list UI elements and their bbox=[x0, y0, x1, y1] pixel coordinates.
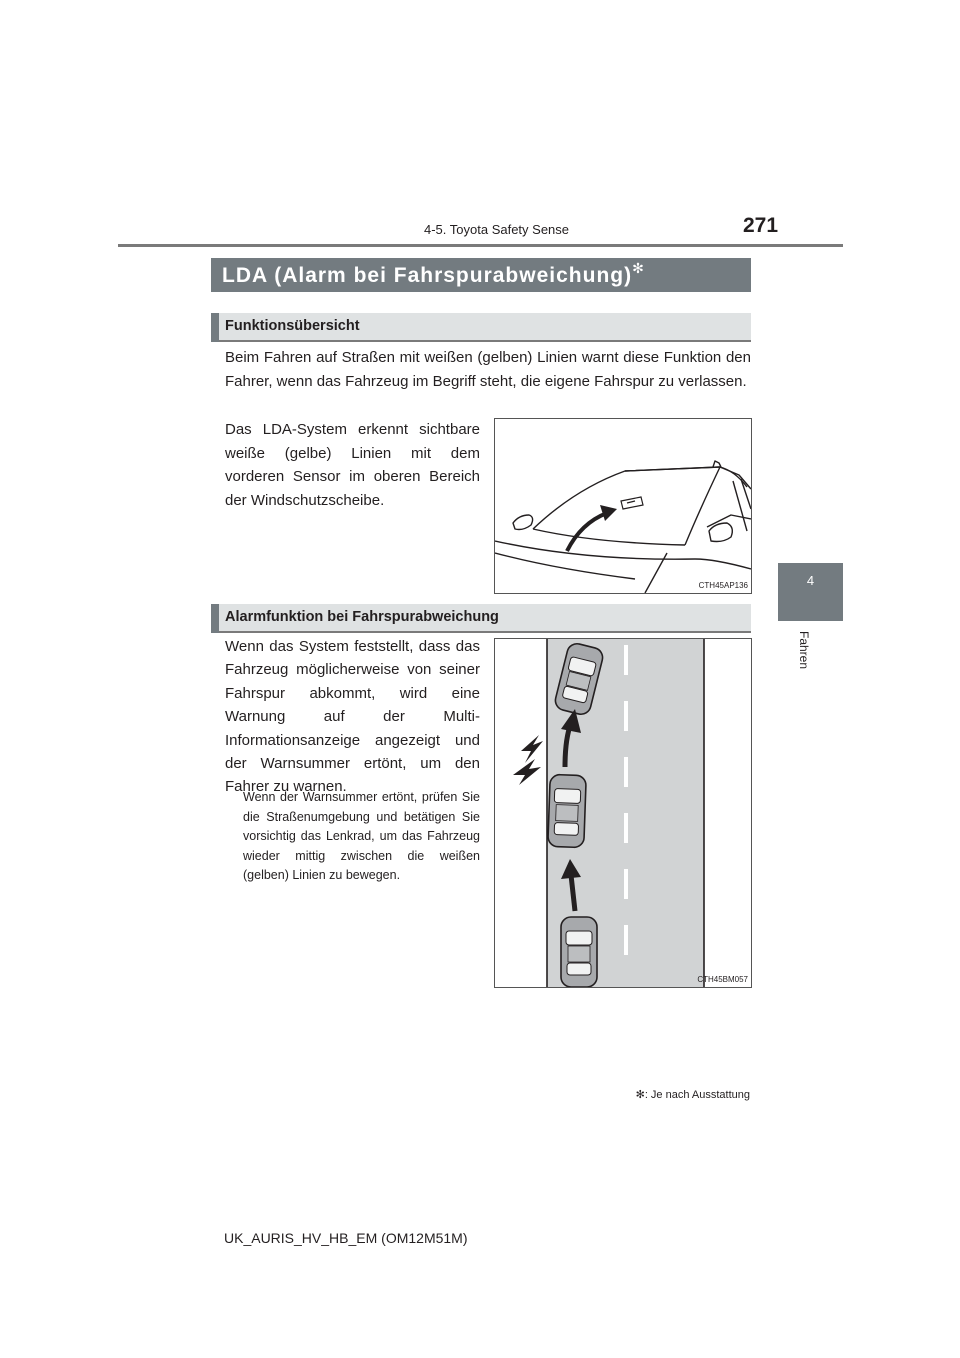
chapter-tab-label: Fahren bbox=[797, 631, 811, 670]
section-heading-accent bbox=[211, 604, 219, 633]
document-id: UK_AURIS_HV_HB_EM (OM12M51M) bbox=[224, 1230, 468, 1246]
alarm-description-text: Wenn das System feststellt, dass das Fahrzeug möglicherweise von seiner Fahrspur abkommt, wird eine Warnung auf der Multi-Informationsanzeige angezeigt und der Warnsummer ertönt, um den Fahrer zu warnen. bbox=[225, 638, 480, 796]
lane-departure-figure bbox=[494, 638, 752, 988]
car-start bbox=[561, 917, 597, 987]
page-number: 271 bbox=[743, 214, 779, 237]
section-heading-overview: Funktionsübersicht bbox=[225, 318, 360, 334]
sensor-pointer-arrow-icon bbox=[567, 505, 617, 551]
chapter-tab-number: 4 bbox=[806, 573, 815, 588]
main-title-text: LDA (Alarm bei Fahrspurabweichung) bbox=[222, 264, 633, 287]
main-title bbox=[222, 260, 645, 288]
section-heading-alarm: Alarmfunktion bei Fahrspurabweichung bbox=[225, 609, 499, 625]
section-heading-accent bbox=[211, 313, 219, 342]
warning-buzzer-icon bbox=[513, 735, 543, 785]
windshield-illustration bbox=[495, 419, 751, 593]
footnote-text: : Je nach Ausstattung bbox=[644, 1089, 750, 1101]
front-sensor-icon bbox=[621, 497, 643, 509]
windshield-sensor-figure bbox=[494, 418, 752, 594]
car-middle bbox=[548, 774, 586, 847]
lane-departure-illustration bbox=[495, 639, 751, 987]
header-divider bbox=[118, 244, 843, 247]
chapter-tab bbox=[778, 563, 843, 621]
header-section-title: 4-5. Toyota Safety Sense bbox=[424, 222, 570, 237]
overview-detail-text: Das LDA-System erkennt sichtbare weiße (gelbe) Linien mit dem vorderen Sensor im oberen Bereich der Windschutzscheibe. bbox=[225, 421, 480, 509]
footnote bbox=[636, 1088, 750, 1101]
footnote-marker: ✻ bbox=[635, 1089, 645, 1101]
figure-code: CTH45BM057 bbox=[697, 975, 748, 984]
footnote-marker: ✻ bbox=[632, 260, 645, 276]
figure-code: CTH45AP136 bbox=[698, 581, 748, 590]
alarm-note-text: Wenn der Warnsummer ertönt, prüfen Sie die Straßenumgebung und betätigen Sie vorsichtig das Lenkrad, um das Fahrzeug wieder mittig zwischen die weißen (gelben) Linien zu bewegen. bbox=[243, 790, 480, 882]
overview-intro-text: Beim Fahren auf Straßen mit weißen (gelben) Linien warnt diese Funktion den Fahrer, wenn das Fahrzeug im Begriff steht, die eigene Fahrspur zu verlassen. bbox=[225, 349, 751, 390]
